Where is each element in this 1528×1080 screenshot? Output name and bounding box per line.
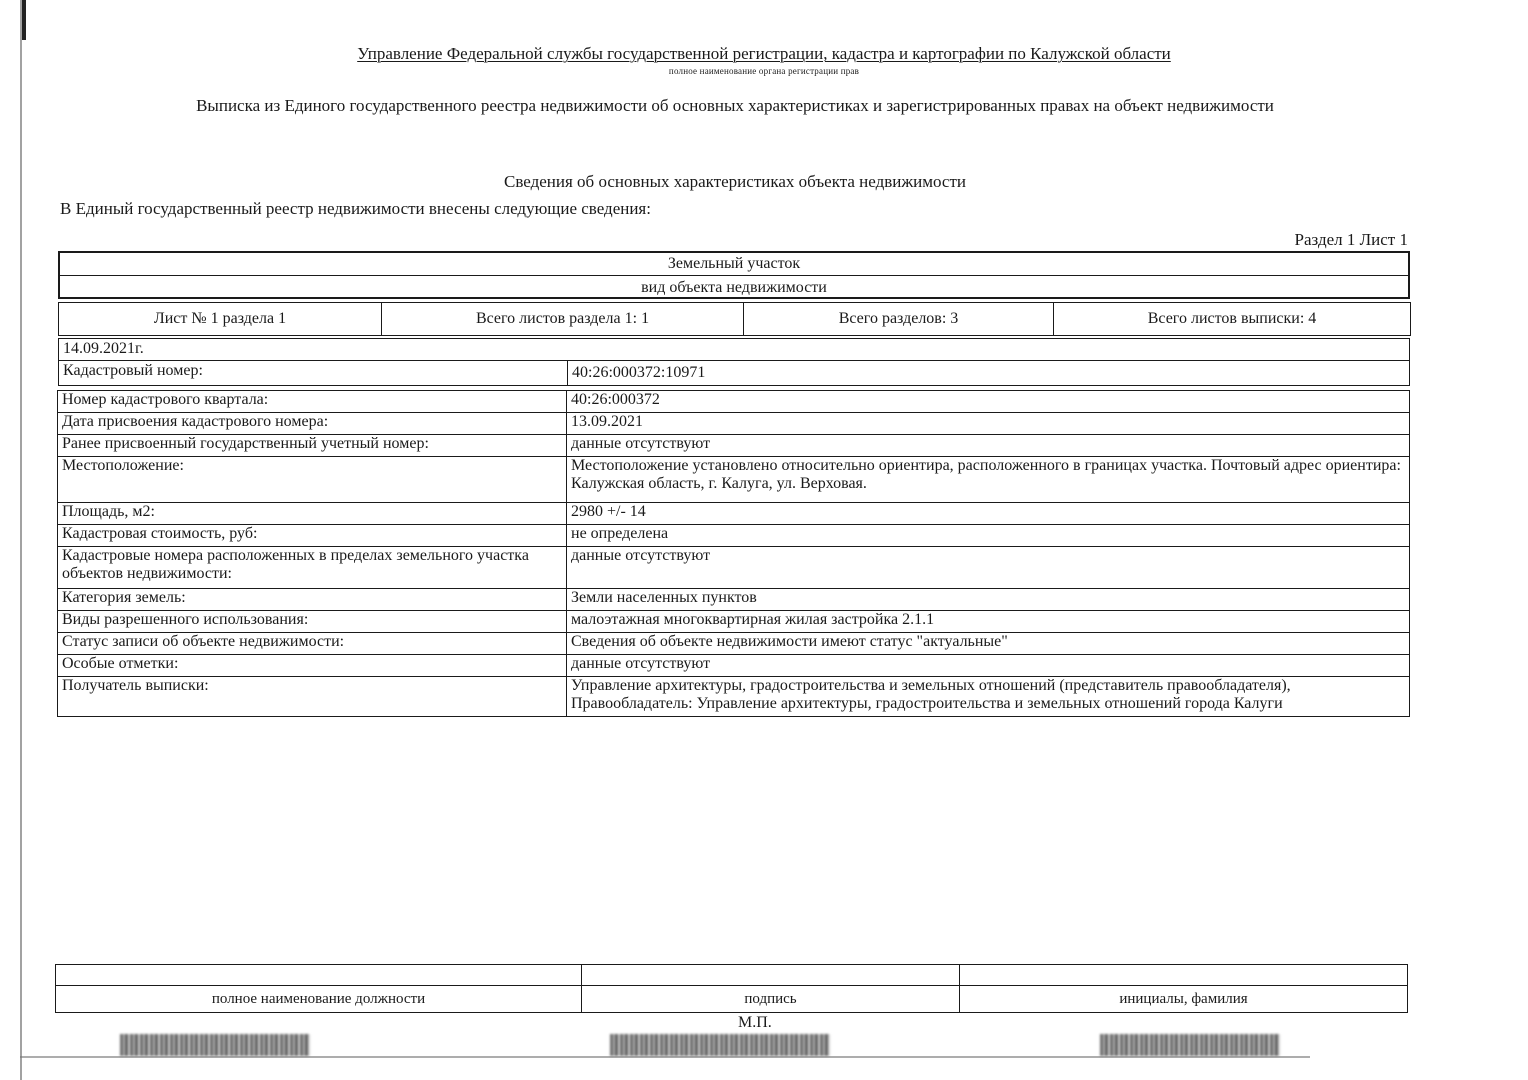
characteristic-value: данные отсутствуют <box>567 435 1410 457</box>
intro-text: В Единый государственный реестр недвижимости внесены следующие сведения: <box>60 199 651 218</box>
scan-bottom-line <box>20 1056 1310 1058</box>
cadastral-number-value: 40:26:000372:10971 <box>568 361 1410 386</box>
characteristic-label: Виды разрешенного использования: <box>58 611 567 633</box>
characteristic-value: данные отсутствуют <box>567 547 1410 589</box>
characteristic-row <box>58 525 1410 547</box>
characteristic-label: Кадастровая стоимость, руб: <box>58 525 567 547</box>
characteristic-row <box>58 589 1410 611</box>
extract-date: 14.09.2021г. <box>59 339 1410 361</box>
characteristic-value: Сведения об объекте недвижимости имеют статус "актуальные" <box>567 633 1410 655</box>
characteristic-row <box>58 435 1410 457</box>
characteristic-value: 13.09.2021 <box>567 413 1410 435</box>
scan-edge-mark <box>22 0 26 40</box>
document-title: Выписка из Единого государственного реестра недвижимости об основных характеристиках и зарегистрированных правах на объект недвижимости <box>196 96 1274 115</box>
characteristic-row <box>58 413 1410 435</box>
characteristic-value: Местоположение установлено относительно ориентира, расположенного в границах участка. Почтовый адрес ориентира: Калужская область, г. Калуга, ул. Верховая. <box>567 457 1410 503</box>
object-type-caption: вид объекта недвижимости <box>641 279 827 296</box>
position-field <box>56 965 582 986</box>
scan-smudge-center <box>610 1034 830 1056</box>
characteristic-label: Дата присвоения кадастрового номера: <box>58 413 567 435</box>
characteristic-value: малоэтажная многоквартирная жилая застройка 2.1.1 <box>567 611 1410 633</box>
characteristic-row <box>58 503 1410 525</box>
signature-caption: подпись <box>582 986 960 1013</box>
characteristic-row <box>58 457 1410 503</box>
characteristic-row <box>58 633 1410 655</box>
organization-name: Управление Федеральной службы государственной регистрации, кадастра и картографии по Калужской области <box>357 44 1171 63</box>
stamp-place: М.П. <box>738 1014 772 1031</box>
scan-smudge-left <box>120 1034 310 1056</box>
sheet-number: Лист № 1 раздела 1 <box>59 303 382 336</box>
characteristic-row <box>58 611 1410 633</box>
sheet-reference: Раздел 1 Лист 1 <box>1294 230 1408 249</box>
characteristic-label: Статус записи об объекте недвижимости: <box>58 633 567 655</box>
position-caption: полное наименование должности <box>56 986 582 1013</box>
sections-total: Всего разделов: 3 <box>744 303 1054 336</box>
characteristic-row <box>58 547 1410 589</box>
characteristic-value: Управление архитектуры, градостроительства и земельных отношений (представитель правообладателя), Правообладатель: Управление архитектуры, градостроительства и земельных отношений города Калуги <box>567 677 1410 717</box>
characteristic-label: Номер кадастрового квартала: <box>58 391 567 413</box>
cadastral-table <box>58 338 1410 386</box>
characteristics-table <box>57 390 1410 717</box>
sheets-total: Всего листов выписки: 4 <box>1054 303 1411 336</box>
characteristic-value: Земли населенных пунктов <box>567 589 1410 611</box>
characteristic-label: Кадастровые номера расположенных в пределах земельного участка объектов недвижимости: <box>58 547 567 589</box>
characteristic-label: Местоположение: <box>58 457 567 503</box>
object-type: Земельный участок <box>60 253 1408 276</box>
object-type-box <box>58 251 1410 299</box>
characteristic-value: не определена <box>567 525 1410 547</box>
sheets-in-section: Всего листов раздела 1: 1 <box>382 303 744 336</box>
name-field <box>960 965 1408 986</box>
sheet-info-table <box>58 302 1411 336</box>
characteristic-value: 40:26:000372 <box>567 391 1410 413</box>
section-title: Сведения об основных характеристиках объекта недвижимости <box>504 172 966 191</box>
scan-smudge-right <box>1100 1034 1280 1056</box>
characteristic-label: Ранее присвоенный государственный учетный номер: <box>58 435 567 457</box>
characteristic-label: Категория земель: <box>58 589 567 611</box>
name-caption: инициалы, фамилия <box>960 986 1408 1013</box>
characteristic-row <box>58 391 1410 413</box>
characteristic-label: Площадь, м2: <box>58 503 567 525</box>
signature-field <box>582 965 960 986</box>
characteristic-row <box>58 677 1410 717</box>
signature-table <box>55 964 1408 1013</box>
characteristic-value: данные отсутствуют <box>567 655 1410 677</box>
characteristic-value: 2980 +/- 14 <box>567 503 1410 525</box>
scan-edge <box>20 0 22 1080</box>
cadastral-number-label: Кадастровый номер: <box>59 361 568 386</box>
characteristic-row <box>58 655 1410 677</box>
organization-caption: полное наименование органа регистрации прав <box>668 66 860 76</box>
characteristic-label: Особые отметки: <box>58 655 567 677</box>
characteristic-label: Получатель выписки: <box>58 677 567 717</box>
